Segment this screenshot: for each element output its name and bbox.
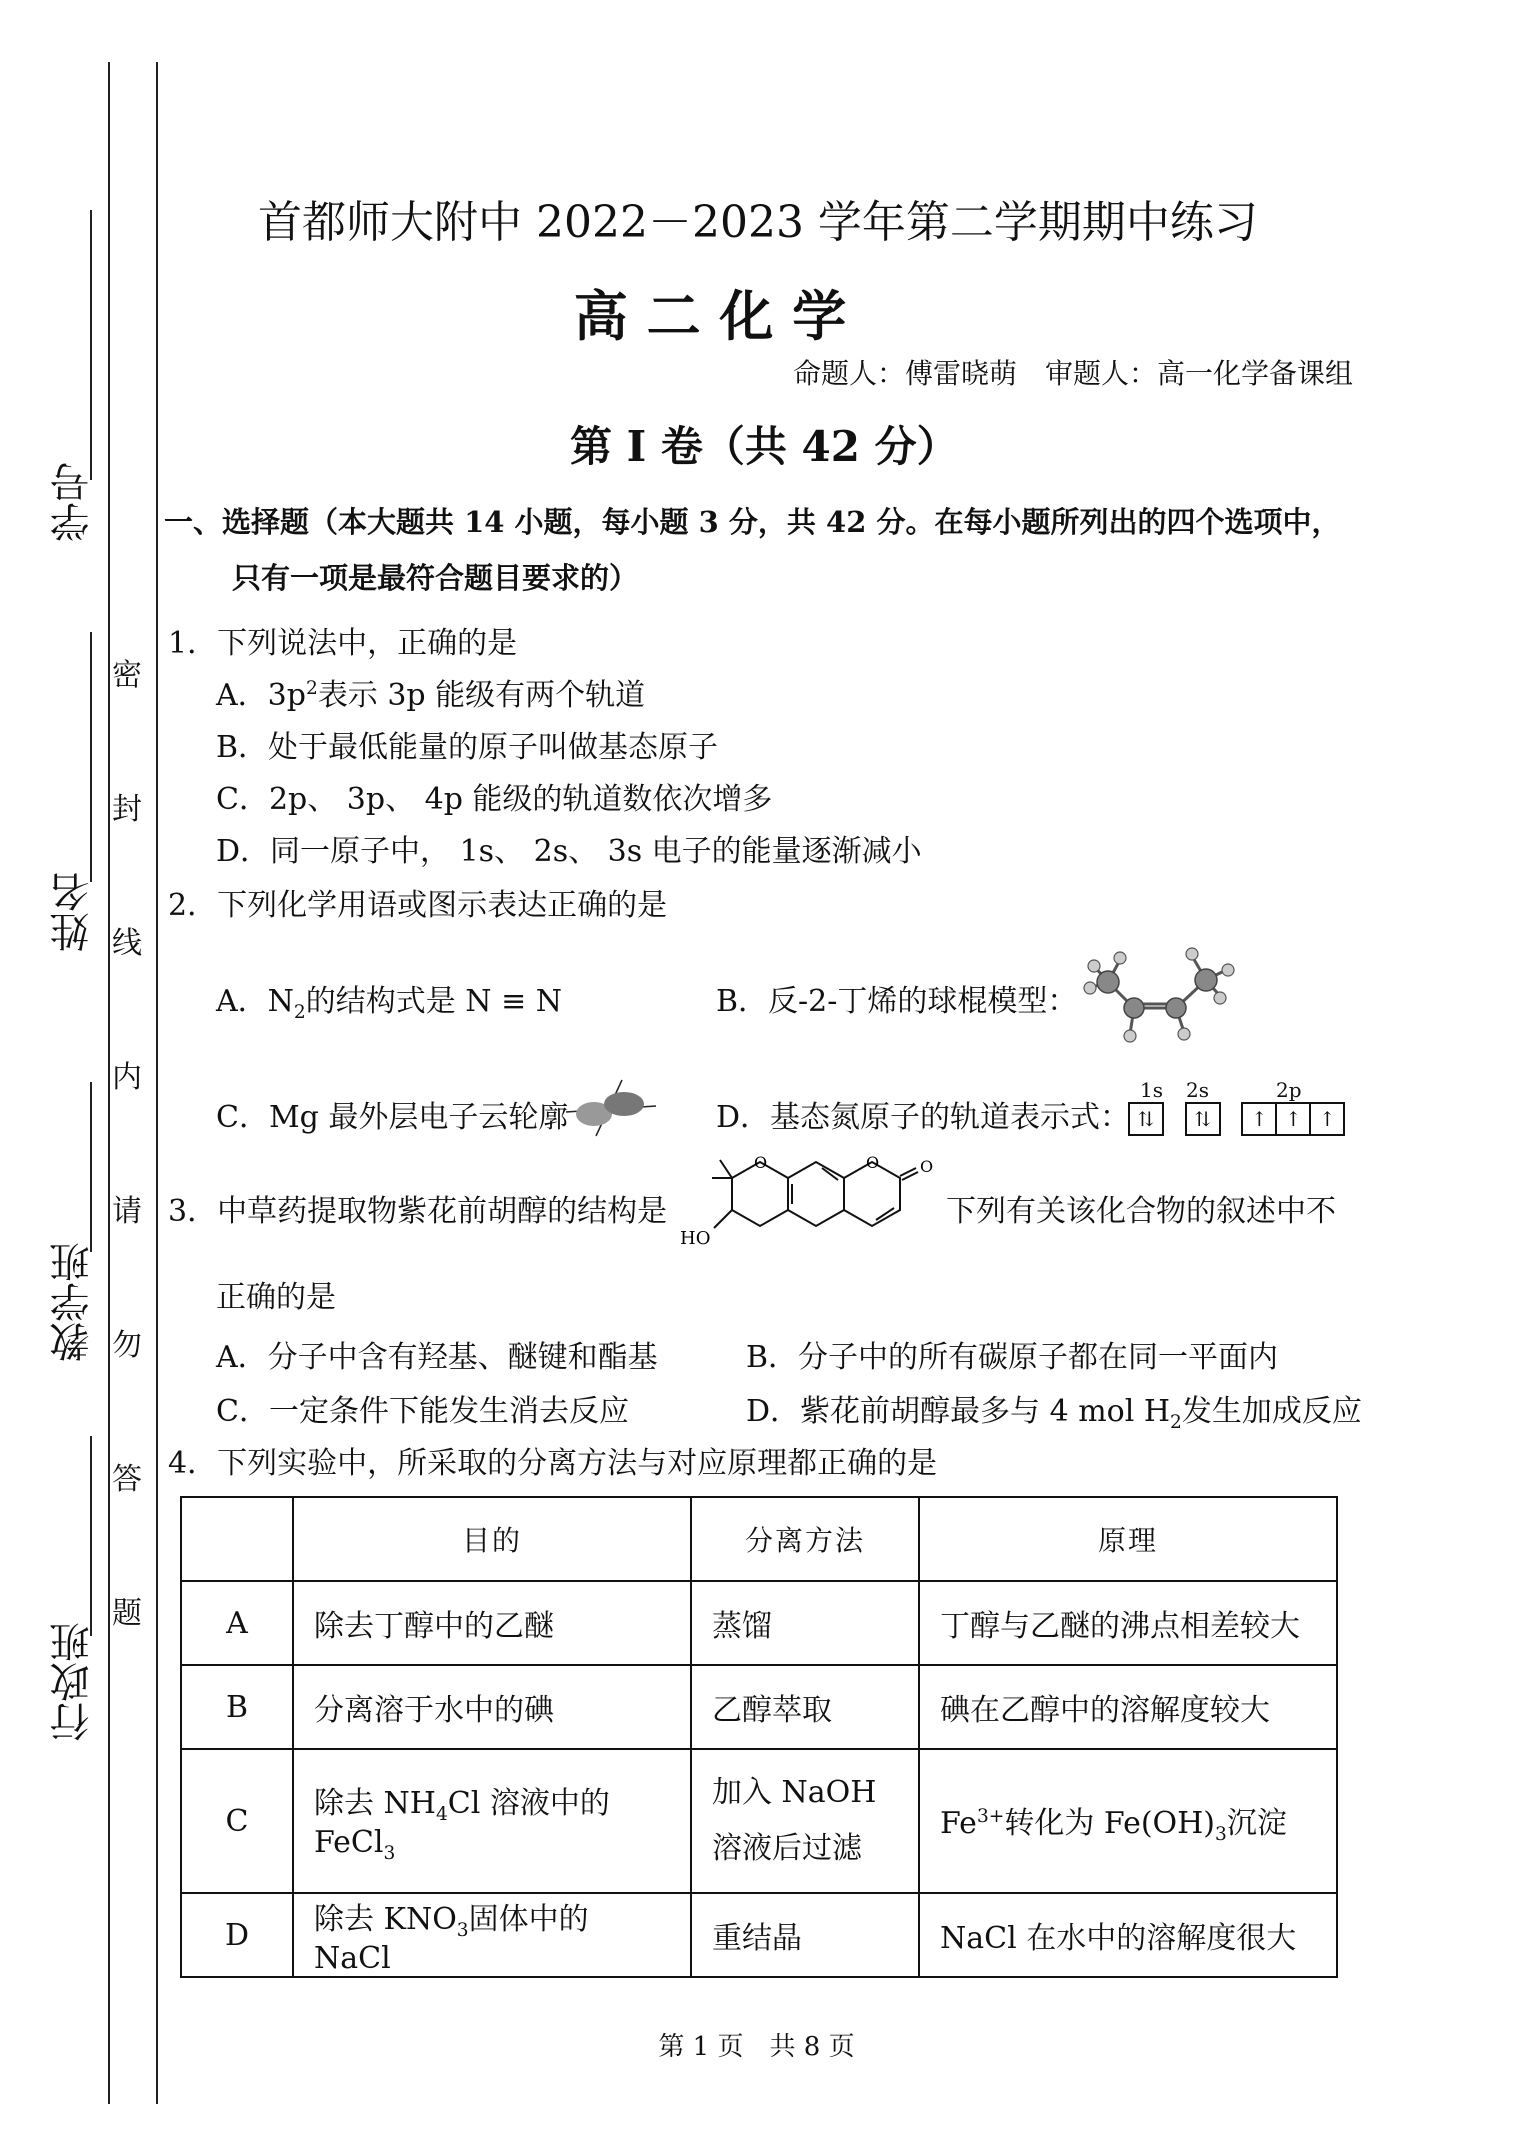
- principle-sup: 3+: [976, 1805, 1005, 1827]
- ring-oxygen-2: O: [866, 1154, 880, 1172]
- seal-char: 密: [112, 658, 142, 693]
- seal-char: 封: [112, 792, 142, 827]
- purpose-pre: 除去 NH: [314, 1786, 436, 1821]
- q2-option-a[interactable]: [216, 976, 562, 1023]
- q1-option-d[interactable]: D．同一原子中， 1s、 2s、 3s 电子的能量逐渐减小: [216, 834, 922, 869]
- q2-option-d[interactable]: D．基态氮原子的轨道表示式：: [716, 1100, 1131, 1135]
- principle-pre: Fe: [940, 1805, 977, 1841]
- row-label: C: [181, 1749, 293, 1893]
- table-header-row: [181, 1497, 1337, 1581]
- row-principle: [919, 1749, 1337, 1893]
- q2-a-post: 的结构式是 N ≡ N: [305, 984, 563, 1019]
- q1-a-post: 表示 3p 能级有两个轨道: [317, 678, 646, 713]
- principle-post: 沉淀: [1226, 1805, 1287, 1841]
- orbital-box-2s: ⇅: [1185, 1102, 1221, 1136]
- q3-option-c[interactable]: C．一定条件下能发生消去反应: [216, 1394, 629, 1429]
- row-method: 加入 NaOH 溶液后过滤: [691, 1749, 919, 1893]
- row-method: 乙醇萃取: [691, 1665, 919, 1749]
- q3-stem: [168, 1186, 667, 1230]
- row-purpose: [293, 1749, 691, 1893]
- table-header-method: 分离方法: [691, 1497, 919, 1581]
- table-row: [181, 1665, 1337, 1749]
- volume-title: 第 I 卷（共 42 分）: [570, 422, 959, 471]
- authors-line: 命题人：傅雷晓萌 审题人：高一化学备课组: [792, 357, 1353, 390]
- principle-sub: 3: [1215, 1823, 1227, 1845]
- row-purpose: 分离溶于水中的碘: [293, 1665, 691, 1749]
- orbital-label-2p: 2p: [1276, 1078, 1302, 1102]
- hydroxyl-label: HO: [680, 1228, 711, 1249]
- page-footer: 第 1 页 共 8 页: [658, 2032, 855, 2062]
- seal-char: 请: [112, 1194, 142, 1229]
- q2-option-c[interactable]: C．Mg 最外层电子云轮廓: [216, 1100, 569, 1135]
- q1-stem: 1．下列说法中，正确的是: [168, 626, 518, 661]
- table-header-purpose: 目的: [293, 1497, 691, 1581]
- school-title: 首都师大附中 2022－2023 学年第二学期期中练习: [258, 197, 1258, 248]
- table-row: [181, 1749, 1337, 1893]
- row-purpose: [293, 1893, 691, 1977]
- table-row: [181, 1893, 1337, 1977]
- q1-a-pre: A．3p: [216, 678, 306, 713]
- row-label: B: [181, 1665, 293, 1749]
- table-header-label: [181, 1497, 293, 1581]
- q4-stem: 4．下列实验中，所采取的分离方法与对应原理都正确的是: [168, 1446, 938, 1481]
- q2-a-sub: 2: [293, 1002, 306, 1023]
- teaching-class-blank[interactable]: [90, 1082, 92, 1252]
- q3-stem-pre: 3．中草药提取物紫花前胡醇的结构是: [168, 1194, 668, 1229]
- row-principle: 丁醇与乙醚的沸点相差较大: [919, 1581, 1337, 1665]
- orbital-label-2s: 2s: [1186, 1078, 1209, 1102]
- teaching-class-label: 教学班: [50, 1242, 96, 1362]
- carbonyl-oxygen: O: [920, 1157, 934, 1176]
- q3-option-b[interactable]: B．分子中的所有碳原子都在同一平面内: [746, 1340, 1279, 1375]
- q3-option-d[interactable]: [746, 1386, 1362, 1433]
- q1-option-c[interactable]: C．2p、 3p、 4p 能级的轨道数依次增多: [216, 782, 773, 817]
- orbital-box-2p: ↑: [1241, 1102, 1277, 1136]
- admin-class-blank[interactable]: [90, 1436, 92, 1636]
- subject-title: 高 二 化 学: [573, 284, 847, 348]
- row-purpose: 除去丁醇中的乙醚: [293, 1581, 691, 1665]
- orbital-label-1s: 1s: [1140, 1078, 1163, 1102]
- student-id-label: 学号: [50, 462, 96, 542]
- q3-d-post: 发生加成反应: [1181, 1394, 1362, 1429]
- q2-stem: 2．下列化学用语或图示表达正确的是: [168, 888, 668, 923]
- q1-a-sup: 2: [305, 678, 318, 699]
- row-label: A: [181, 1581, 293, 1665]
- row-principle: NaCl 在水中的溶解度很大: [919, 1893, 1337, 1977]
- row-method: 蒸馏: [691, 1581, 919, 1665]
- q3-d-sub: 2: [1170, 1412, 1182, 1433]
- table-row: [181, 1581, 1337, 1665]
- separation-table: [180, 1496, 1338, 1978]
- q3-d-pre: D．紫花前胡醇最多与 4 mol H: [746, 1394, 1171, 1429]
- trans-2-butene-ball-stick-model: [1080, 940, 1240, 1050]
- row-label: D: [181, 1893, 293, 1977]
- purpose-pre: 除去 KNO: [314, 1902, 457, 1937]
- ring-oxygen-1: O: [754, 1154, 768, 1172]
- principle-mid: 转化为 Fe(OH): [1004, 1805, 1215, 1841]
- purpose-sub2: 3: [383, 1843, 396, 1864]
- section-heading-line1: 一、选择题（本大题共 14 小题，每小题 3 分，共 42 分。在每小题所列出的四个选项中，: [164, 505, 1341, 539]
- purpose-post: Cl 溶液中的 FeCl: [314, 1786, 610, 1860]
- binding-line-inner: [156, 62, 158, 2104]
- purpose-sub: 3: [456, 1920, 469, 1941]
- orbital-box-1s: ⇅: [1128, 1102, 1164, 1136]
- q3-stem-post: 下列有关该化合物的叙述中不: [946, 1194, 1336, 1229]
- q3-stem-line2: 正确的是: [216, 1280, 336, 1315]
- purpose-sub: 4: [435, 1804, 448, 1825]
- section-heading-line2: 只有一项是最符合题目要求的）: [232, 561, 639, 595]
- table-header-principle: 原理: [919, 1497, 1337, 1581]
- q2-option-b[interactable]: B．反-2-丁烯的球棍模型：: [716, 984, 1078, 1019]
- seal-char: 勿: [112, 1328, 142, 1363]
- row-principle: 碘在乙醇中的溶解度较大: [919, 1665, 1337, 1749]
- orbital-box-2p: ↑: [1309, 1102, 1345, 1136]
- admin-class-label: 行政班: [50, 1622, 96, 1742]
- seal-char: 答: [112, 1462, 142, 1497]
- zihuaqianhuchun-structure: [676, 1154, 940, 1254]
- binding-line-outer: [108, 62, 110, 2104]
- q3-option-a[interactable]: A．分子中含有羟基、醚键和酯基: [216, 1340, 658, 1375]
- p-orbital-cloud-icon: [560, 1076, 660, 1140]
- q1-option-b[interactable]: B．处于最低能量的原子叫做基态原子: [216, 730, 719, 765]
- row-method: 重结晶: [691, 1893, 919, 1977]
- purpose-post: 固体中的 NaCl: [314, 1902, 589, 1976]
- seal-char: 题: [112, 1596, 142, 1631]
- q1-option-a[interactable]: [216, 670, 645, 714]
- name-blank[interactable]: [90, 632, 92, 882]
- q2-a-pre: A．N: [216, 984, 294, 1019]
- orbital-box-2p: ↑: [1275, 1102, 1311, 1136]
- name-label: 姓名: [50, 872, 96, 952]
- nitrogen-orbital-diagram: [1130, 1078, 1345, 1136]
- seal-char: 线: [112, 926, 142, 961]
- seal-char: 内: [112, 1060, 142, 1095]
